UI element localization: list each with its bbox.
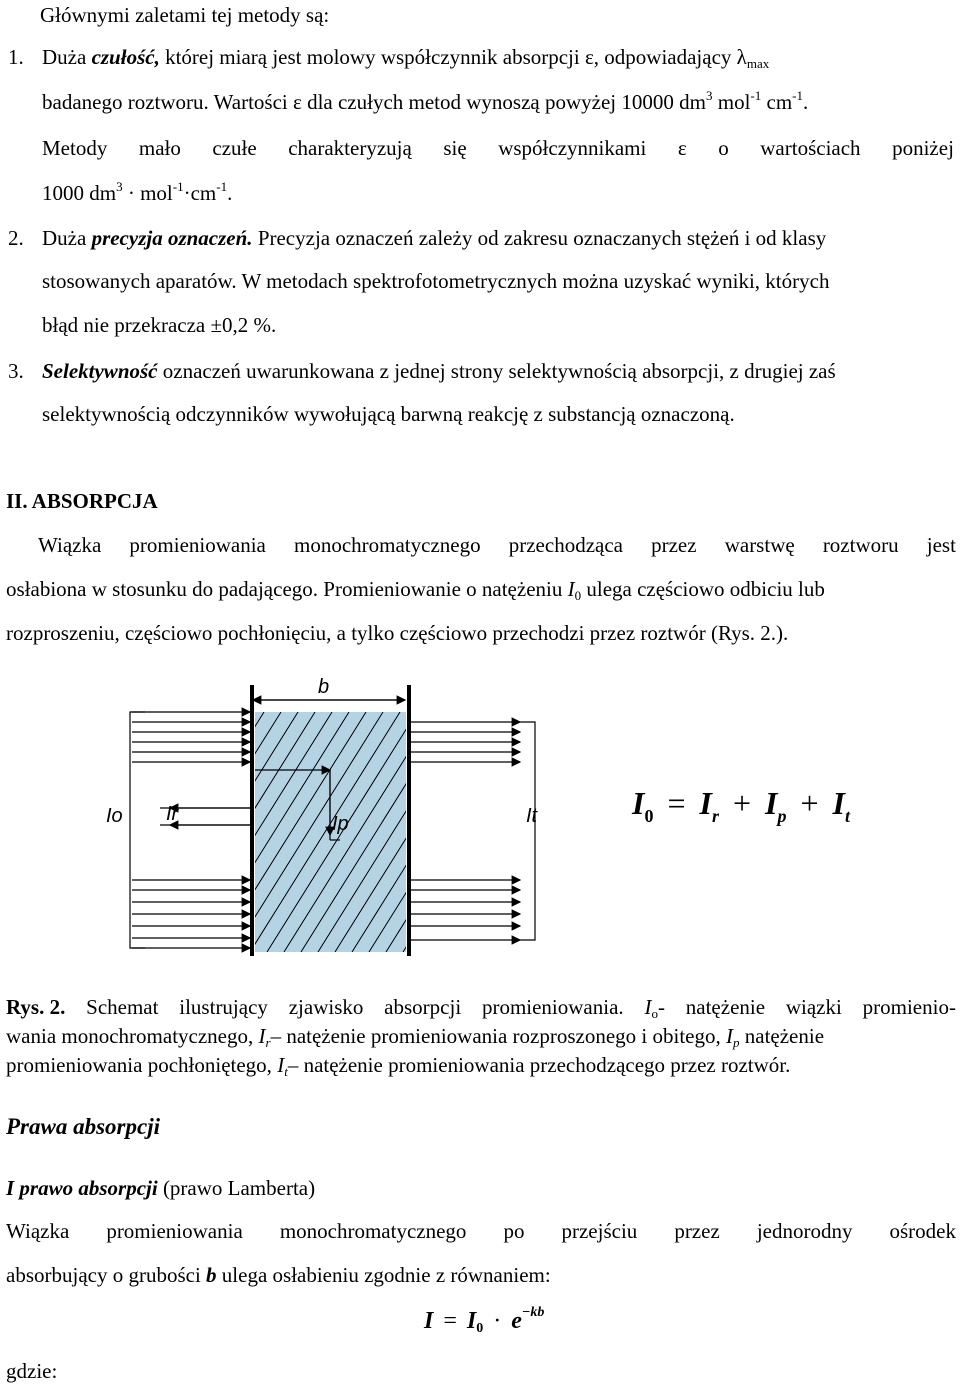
item1-line3: Metody mało czułe charakteryzują się współczynnikami ε o wartościach poniżej (42, 136, 954, 160)
incident-bracket (130, 712, 145, 948)
item1-line4: 1000 $dm^3 \cdot mol^{-1}\cdot cm^{-1}$. (42, 179, 233, 205)
Ip-label: Ip (332, 813, 349, 835)
item2-line2: stosowanych aparatów. W metodach spektrofotometrycznych można uzyskać wyniki, których (42, 269, 830, 293)
item2-line3: błąd nie przekracza ±0,2 %. (42, 313, 277, 337)
Io-label: Io (106, 805, 123, 827)
item1-number: 1. (8, 45, 24, 69)
caption-line2: wania monochromatycznego, $I_r-$ natężenie promieniowania rozproszonego i obitego, $I_p$ natężenie (6, 1024, 825, 1050)
intensity-balance-equation: $I_0 = I_r + I_p + I_t$ (632, 785, 850, 826)
item2-number: 2. (8, 226, 24, 250)
caption-line3: promieniowania pochłoniętego, $I_t-$ natężenie promieniowania przechodzącego przez roztwór. (6, 1053, 791, 1079)
item2-line1: Duża precyzja oznaczeń. Precyzja oznaczeń zależy od zakresu oznaczanych stężeń i od klasy (42, 226, 827, 250)
item3-line1: Selektywność oznaczeń uwarunkowana z jednej strony selektywnością absorpcji, z drugiej zaś (42, 359, 836, 383)
intro-text: Głównymi zaletami tej metody są: (40, 3, 330, 27)
gdzie-label: gdzie: (6, 1359, 58, 1383)
Ir-label: Ir (166, 803, 179, 825)
b-label: b (318, 676, 330, 698)
law1-line2: absorbujący o grubości b ulega osłabieniu zgodnie z równaniem: (6, 1263, 551, 1287)
item1-line1: Duża czułość, której miarą jest molowy współczynnik absorpcji ε, odpowiadający $\lambda_{max}$ (42, 45, 770, 71)
caption-line1: Rys. 2. Schemat ilustrujący zjawisko absorpcji promieniowania. $I_o-$ natężenie wiązki promienio- (6, 995, 956, 1021)
item1-line2: badanego roztworu. Wartości ε dla czułych metod wynoszą powyżej 10000 $dm^3$ mol$^{-1}$ $cm^{-1}$. (42, 88, 809, 114)
section2-para-line2: osłabiona w stosunku do padającego. Promieniowanie o natężeniu $I_0$ ulega częściowo odbiciu lub (6, 577, 825, 603)
It-label: It (526, 805, 538, 827)
item3-number: 3. (8, 359, 24, 383)
laws-heading: Prawa absorpcji (6, 1114, 160, 1139)
section2-para-line3: rozproszeniu, częściowo pochłonięciu, a tylko częściowo przechodzi przez roztwór (Rys. 2.). (6, 621, 789, 645)
law1-line1: Wiązka promieniowania monochromatycznego po przejściu przez jednorodny ośrodek (6, 1219, 956, 1243)
section2-para-line1: Wiązka promieniowania monochromatycznego przechodząca przez warstwę roztworu jest (38, 533, 956, 557)
item3-line2: selektywnością odczynników wywołującą barwną reakcję z substancją oznaczoną. (42, 402, 735, 426)
section-heading-absorpcja: II. ABSORPCJA (6, 489, 158, 513)
lambert-law-formula: $I = I_0 \cdot e^{-kb}$ (424, 1305, 545, 1336)
law1-title: I prawo absorpcji (prawo Lamberta) (6, 1176, 316, 1200)
transmitted-bracket (520, 722, 535, 940)
